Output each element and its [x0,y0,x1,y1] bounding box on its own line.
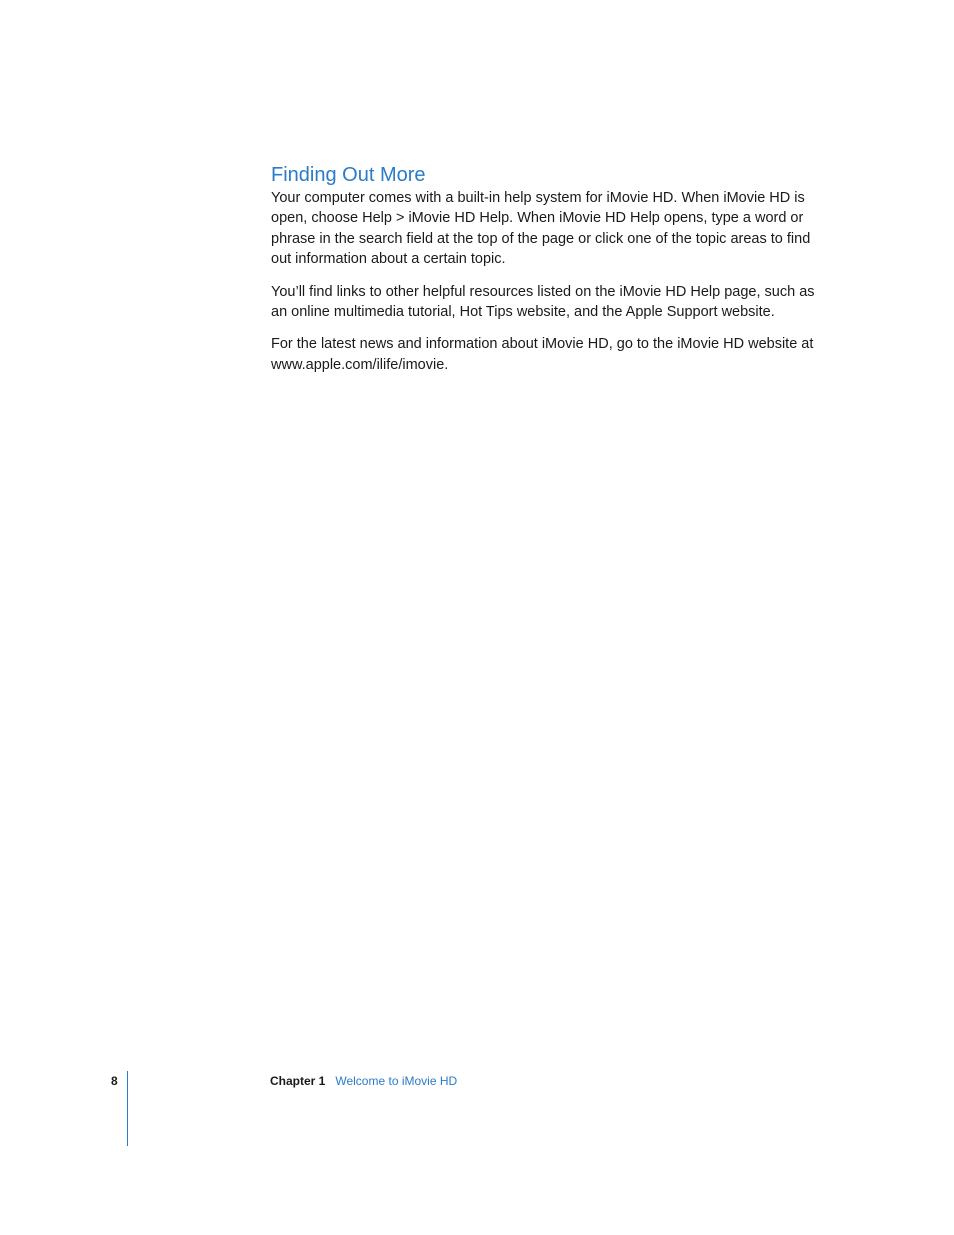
paragraph-website: For the latest news and information about iMovie HD, go to the iMovie HD website at www.apple.com/ilife/imovie. [271,336,814,373]
chapter-label: Chapter 1 [270,1074,326,1088]
chapter-title: Welcome to iMovie HD [335,1074,458,1088]
page-number: 8 [111,1074,118,1088]
paragraph-resources: You’ll find links to other helpful resources listed on the iMovie HD Help page, such as an online multimedia tutorial, Hot Tips website, and the Apple Support website. [271,283,815,321]
footer-chapter [270,1073,457,1089]
main-content [271,162,819,387]
paragraph-help-system: Your computer comes with a built-in help system for iMovie HD. When iMovie HD is open, choose Help > iMovie HD Help. When iMovie HD Help opens, type a word or phrase in the search field at the top of the page or click one of the topic areas to find out information about a certain topic. [271,190,811,268]
section-heading: Finding Out More [271,164,426,186]
footer-divider [127,1071,128,1146]
